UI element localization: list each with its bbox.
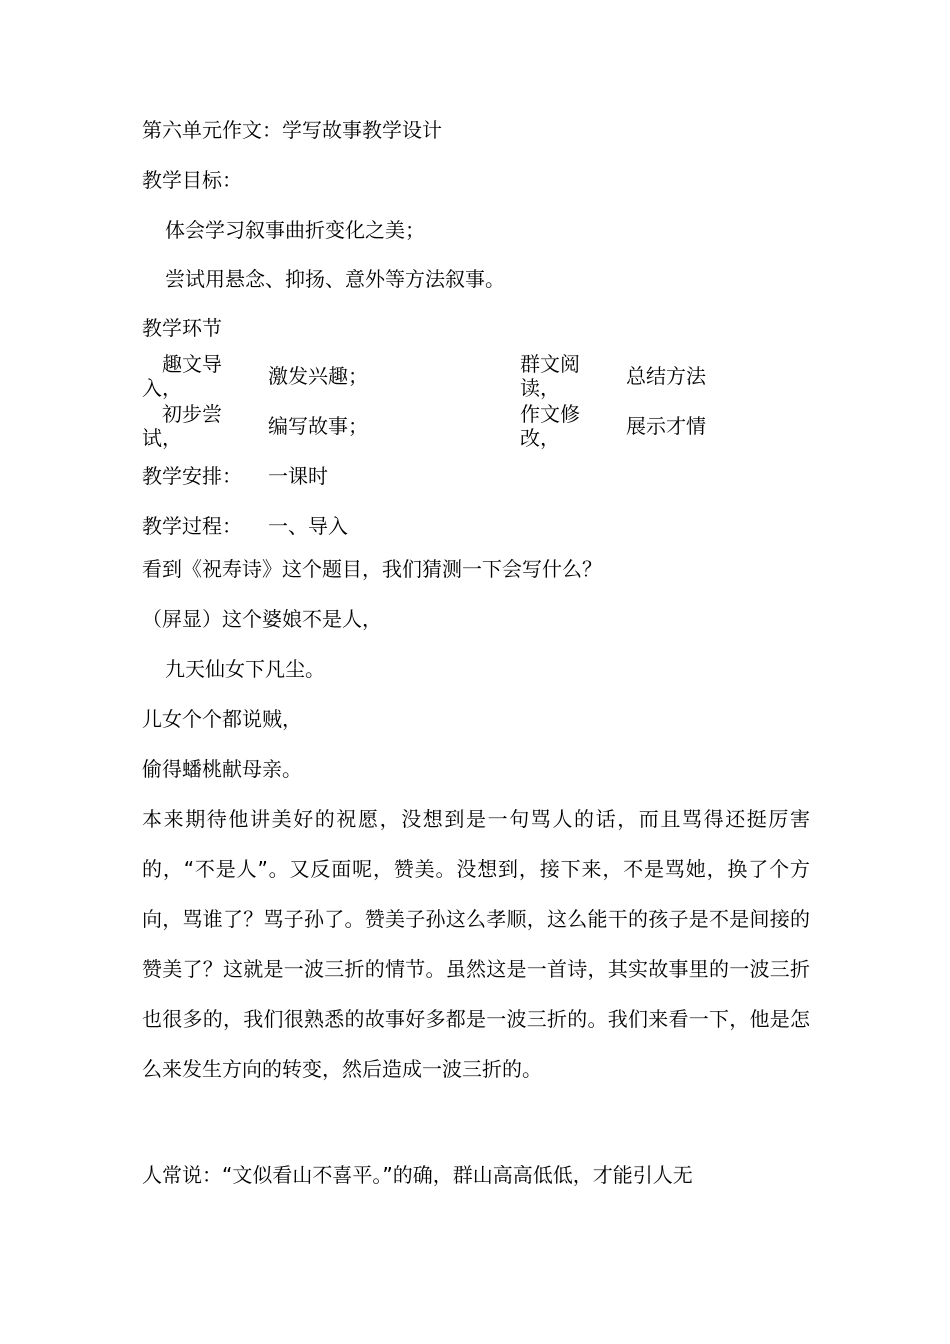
goals-heading: 教学目标： (142, 168, 242, 192)
steps-cell: 群文阅读， (520, 352, 580, 400)
steps-heading: 教学环节 (142, 316, 222, 340)
poem-line: 偷得蟠桃献母亲。 (142, 757, 302, 781)
document-title: 第六单元作文：学写故事教学设计 (142, 118, 442, 142)
poem-line: （屏显）这个婆娘不是人， (142, 607, 382, 631)
poem-line: 儿女个个都说贼， (142, 707, 302, 731)
body-paragraph: 本来期待他讲美好的祝愿，没想到是一句骂人的话，而且骂得还挺厉害的，“不是人”。又反面呢，赞美。没想到，接下来，不是骂她，换了个方向，骂谁了？骂子孙了。赞美子孙这么孝顺，这么能干的孩子是不是间接的赞美了？这就是一波三折的情节。虽然这是一首诗，其实故事里的一波三折也很多的，我们很熟悉的故事好多都是一波三折的。我们来看一下，他是怎么来发生方向的转变，然后造成一波三折的。 (142, 807, 810, 1081)
steps-cell: 编写故事； (268, 414, 368, 438)
steps-cell: 展示才情 (626, 414, 706, 438)
steps-cell: 激发兴趣； (268, 364, 368, 388)
body-paragraph-continued: 人常说：“文似看山不喜平。”的确，群山高高低低，才能引人无 (142, 1163, 693, 1187)
schedule-label: 教学安排： (142, 464, 242, 488)
steps-cell: 总结方法 (626, 364, 706, 388)
poem-line: 九天仙女下凡尘。 (165, 657, 325, 681)
goal-item: 体会学习叙事曲折变化之美； (165, 218, 425, 242)
process-label: 教学过程： (142, 514, 242, 538)
intro-question: 看到《祝寿诗》这个题目，我们猜测一下会写什么？ (142, 557, 602, 581)
steps-cell: 作文修改， (520, 402, 580, 450)
steps-cell: 趣文导入， (142, 352, 222, 400)
steps-cell: 初步尝试， (142, 402, 222, 450)
process-value: 一、导入 (268, 514, 348, 538)
schedule-value: 一课时 (268, 464, 328, 488)
goal-item: 尝试用悬念、抑扬、意外等方法叙事。 (165, 267, 505, 291)
